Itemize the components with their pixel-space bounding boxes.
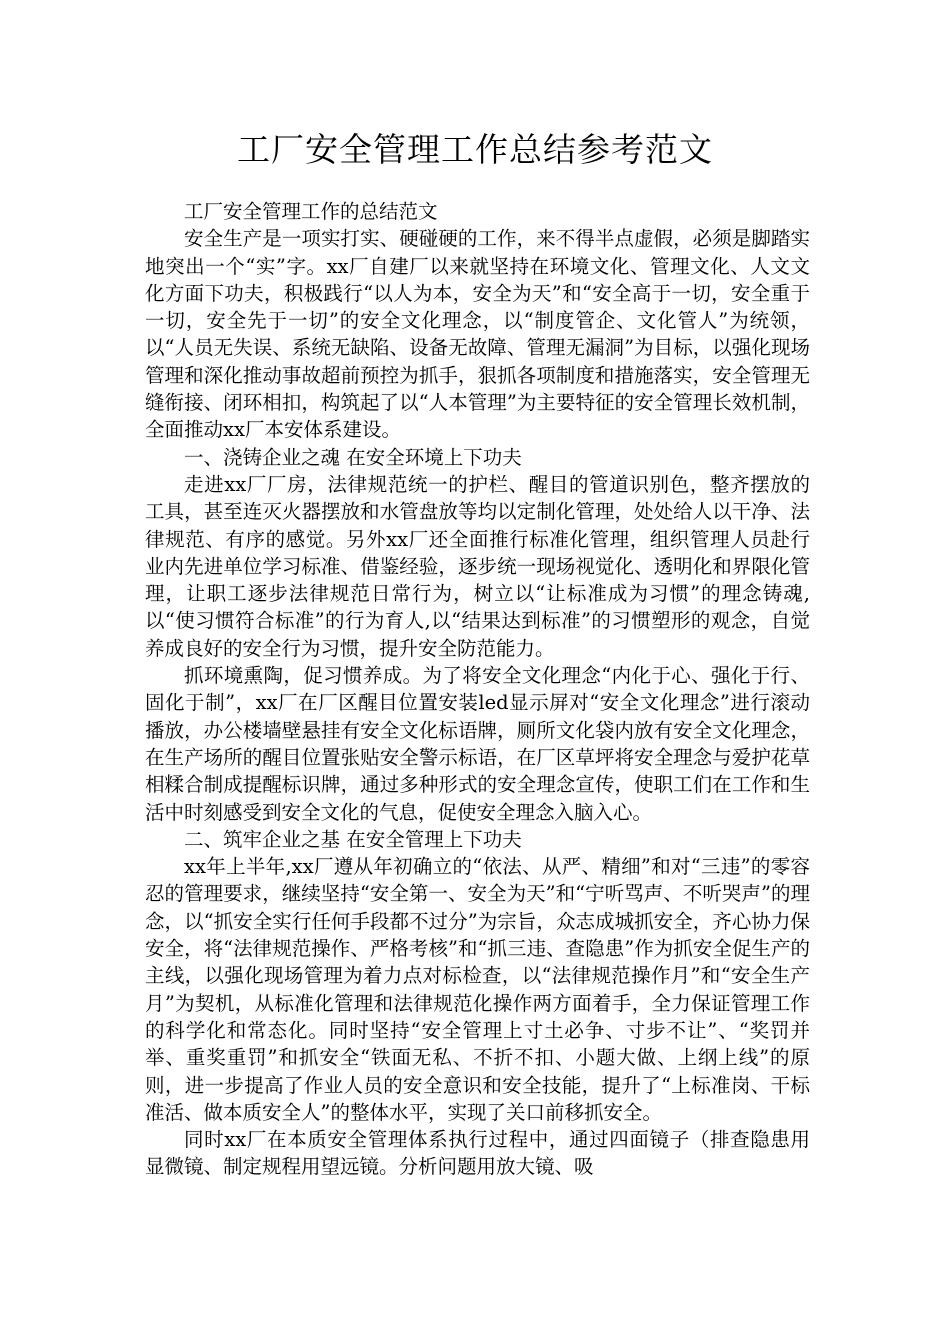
section-heading-2: 二、筑牢企业之基 在安全管理上下功夫 bbox=[184, 827, 522, 851]
paragraph-section1-b: 抓环境熏陶，促习惯养成。为了将安全文化理念“内化于心、强化于行、固化于制”，xx厂在厂区醒目位置安装led显示屏对“安全文化理念”进行滚动播放，办公楼墙壁悬挂有安全文化标语牌，厕所文化袋内放有安全文化理念，在生产场所的醒目位置张贴安全警示标语，在厂区草坪将安全理念与爱护花草相糅合制成提醒标识牌，通过多种形式的安全理念宣传，使职工们在工作和生活中时刻感受到安全文化的气息，促使安全理念入脑入心。 bbox=[145, 664, 810, 824]
paragraph-section2-a: xx年上半年,xx厂遵从年初确立的“依法、从严、精细”和对“三违”的零容忍的管理要求，继续坚持“安全第一、安全为天”和“宁听骂声、不听哭声”的理念，以“抓安全实行任何手段都不过分”为宗旨，众志成城抓安全，齐心协力保安全，将“法律规范操作、严格考核”和“抓三违、查隐患”作为抓安全促生产的主线，以强化现场管理为着力点对标检查，以“法律规范操作月”和“安全生产月”为契机，从标准化管理和法律规范化操作两方面着手，全力保证管理工作的科学化和常态化。同时坚持“安全管理上寸土必争、寸步不让”、“奖罚并举、重奖重罚”和抓安全“铁面无私、不折不扣、小题大做、上纲上线”的原则，进一步提高了作业人员的安全意识和安全技能，提升了“上标准岗、干标准活、做本质安全人”的整体水平，实现了关口前移抓安全。 bbox=[145, 855, 810, 1124]
document-subtitle: 工厂安全管理工作的总结范文 bbox=[184, 200, 438, 223]
document-title: 工厂安全管理工作总结参考范文 bbox=[237, 130, 713, 169]
paragraph-intro: 安全生产是一项实打实、硬碰硬的工作，来不得半点虚假，必须是脚踏实地突出一个“实”字。xx厂自建厂以来就坚持在环境文化、管理文化、人文文化方面下功夫，积极践行“以人为本，安全为天”和“安全高于一切，安全重于一切，安全先于一切”的安全文化理念，以“制度管企、文化管人”为统领，以“人员无失误、系统无缺陷、设备无故障、管理无漏洞”为目标，以强化现场管理和深化推动事故超前预控为抓手，狠抓各项制度和措施落实，安全管理无缝衔接、闭环相扣，构筑起了以“人本管理”为主要特征的安全管理长效机制，全面推动xx厂本安体系建设。 bbox=[145, 227, 810, 442]
document-body bbox=[145, 198, 810, 1181]
paragraph-section1-a: 走进xx厂厂房，法律规范统一的护栏、醒目的管道识别色，整齐摆放的工具，甚至连灭火器摆放和水管盘放等均以定制化管理，处处给人以干净、法律规范、有序的感觉。另外xx厂还全面推行标准化管理，组织管理人员赴行业内先进单位学习标准、借鉴经验，逐步统一现场视觉化、透明化和界限化管理，让职工逐步法律规范日常行为，树立以“让标准成为习惯”的理念铸魂,以“使习惯符合标准”的行为育人,以“结果达到标准”的习惯塑形的观念，自觉养成良好的安全行为习惯，提升安全防范能力。 bbox=[145, 472, 810, 660]
paragraph-section2-b: 同时xx厂在本质安全管理体系执行过程中，通过四面镜子（排查隐患用显微镜、制定规程用望远镜。分析问题用放大镜、吸 bbox=[145, 1128, 810, 1179]
section-heading-1: 一、浇铸企业之魂 在安全环境上下功夫 bbox=[184, 445, 522, 469]
